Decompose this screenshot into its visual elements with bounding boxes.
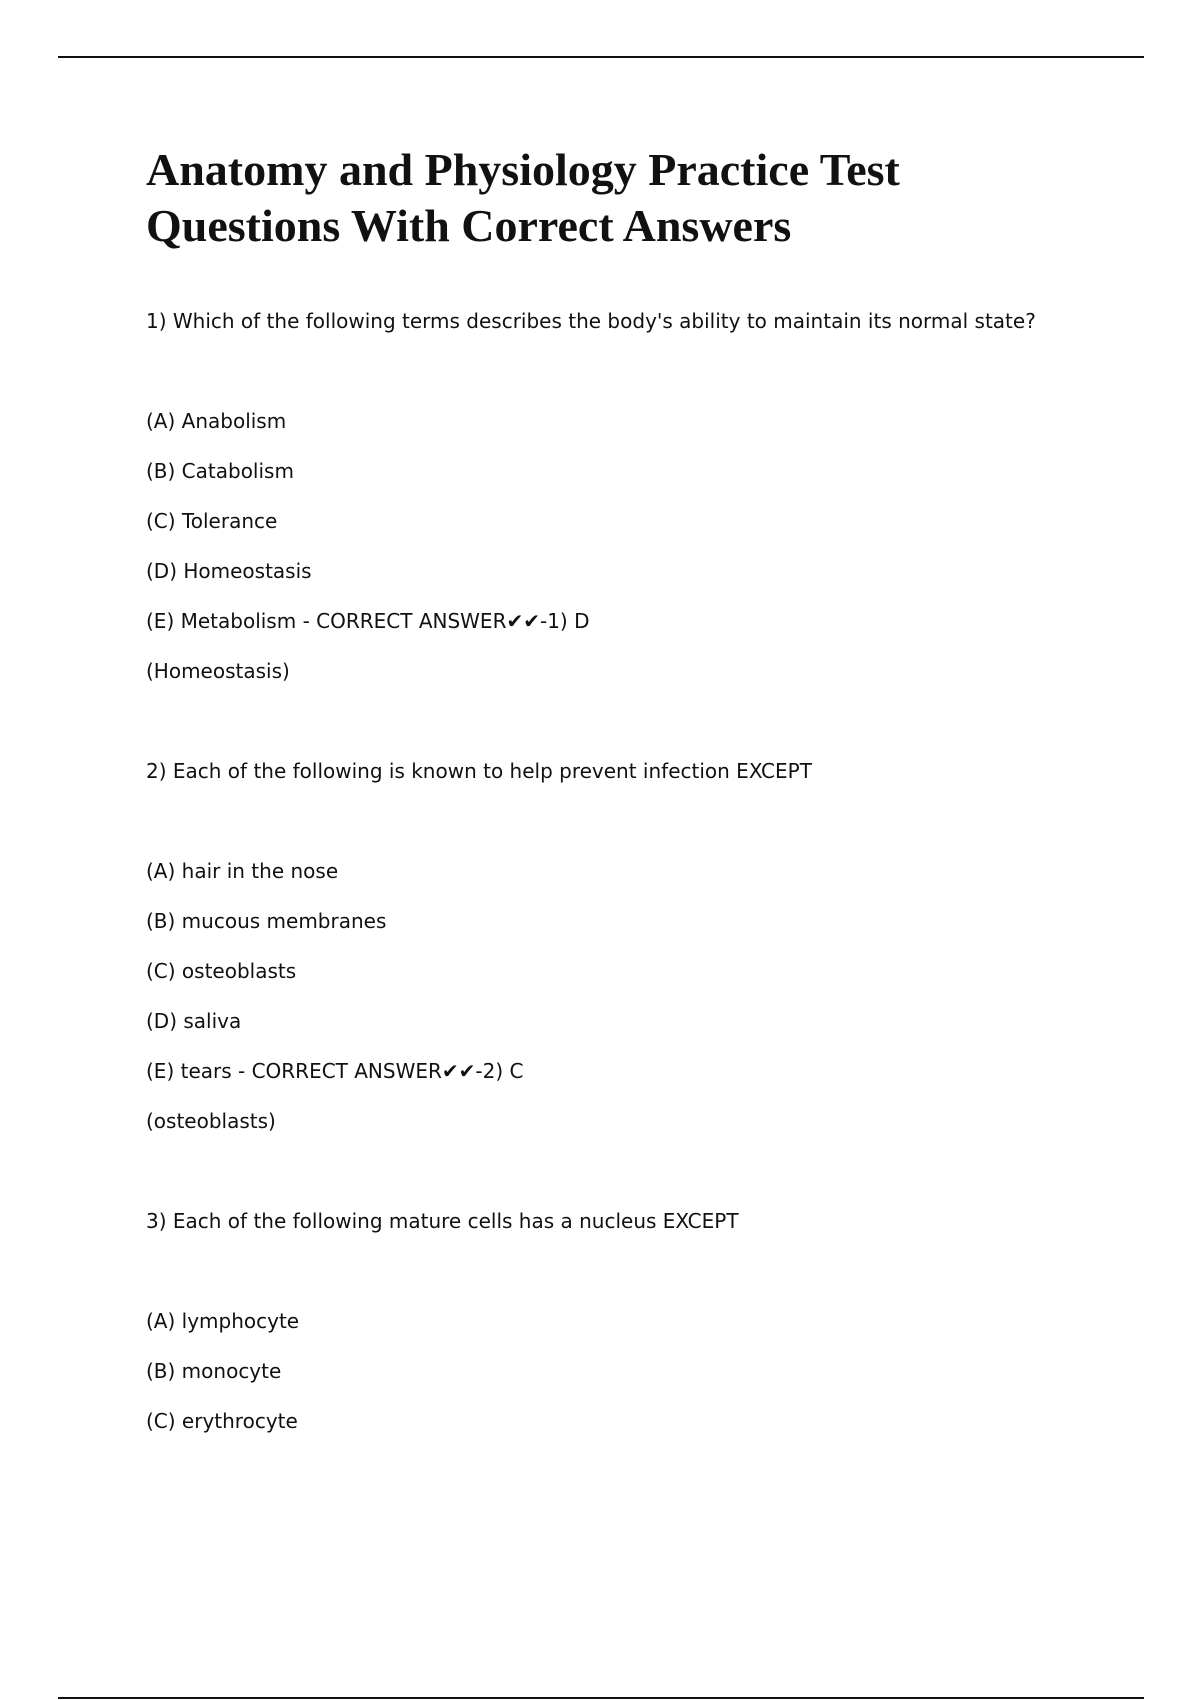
question-3 — [146, 1209, 1106, 1433]
option-b: (B) monocyte — [146, 1359, 282, 1383]
option-d: (D) Homeostasis — [146, 559, 312, 583]
option-e-with-answer: (E) tears - CORRECT ANSWER✔✔-2) C — [146, 1059, 524, 1083]
bottom-rule — [58, 1697, 1144, 1699]
question-prompt: 1) Which of the following terms describes the body's ability to maintain its normal state? — [146, 309, 1036, 333]
option-a: (A) hair in the nose — [146, 859, 339, 883]
option-b: (B) Catabolism — [146, 459, 294, 483]
question-1 — [146, 309, 1106, 683]
option-c: (C) Tolerance — [146, 509, 278, 533]
option-b: (B) mucous membranes — [146, 909, 387, 933]
option-e-with-answer: (E) Metabolism - CORRECT ANSWER✔✔-1) D — [146, 609, 590, 633]
option-a: (A) lymphocyte — [146, 1309, 300, 1333]
option-d: (D) saliva — [146, 1009, 242, 1033]
question-prompt: 2) Each of the following is known to help prevent infection EXCEPT — [146, 759, 812, 783]
document-title — [146, 142, 1106, 254]
top-rule — [58, 56, 1144, 58]
question-prompt: 3) Each of the following mature cells has a nucleus EXCEPT — [146, 1209, 739, 1233]
answer-continuation: (osteoblasts) — [146, 1109, 276, 1133]
question-2 — [146, 759, 1106, 1133]
option-c: (C) osteoblasts — [146, 959, 297, 983]
title-line-2: Questions With Correct Answers — [146, 200, 792, 251]
answer-continuation: (Homeostasis) — [146, 659, 290, 683]
option-c: (C) erythrocyte — [146, 1409, 298, 1433]
option-a: (A) Anabolism — [146, 409, 287, 433]
document-body — [146, 142, 1106, 1459]
title-line-1: Anatomy and Physiology Practice Test — [146, 144, 900, 195]
